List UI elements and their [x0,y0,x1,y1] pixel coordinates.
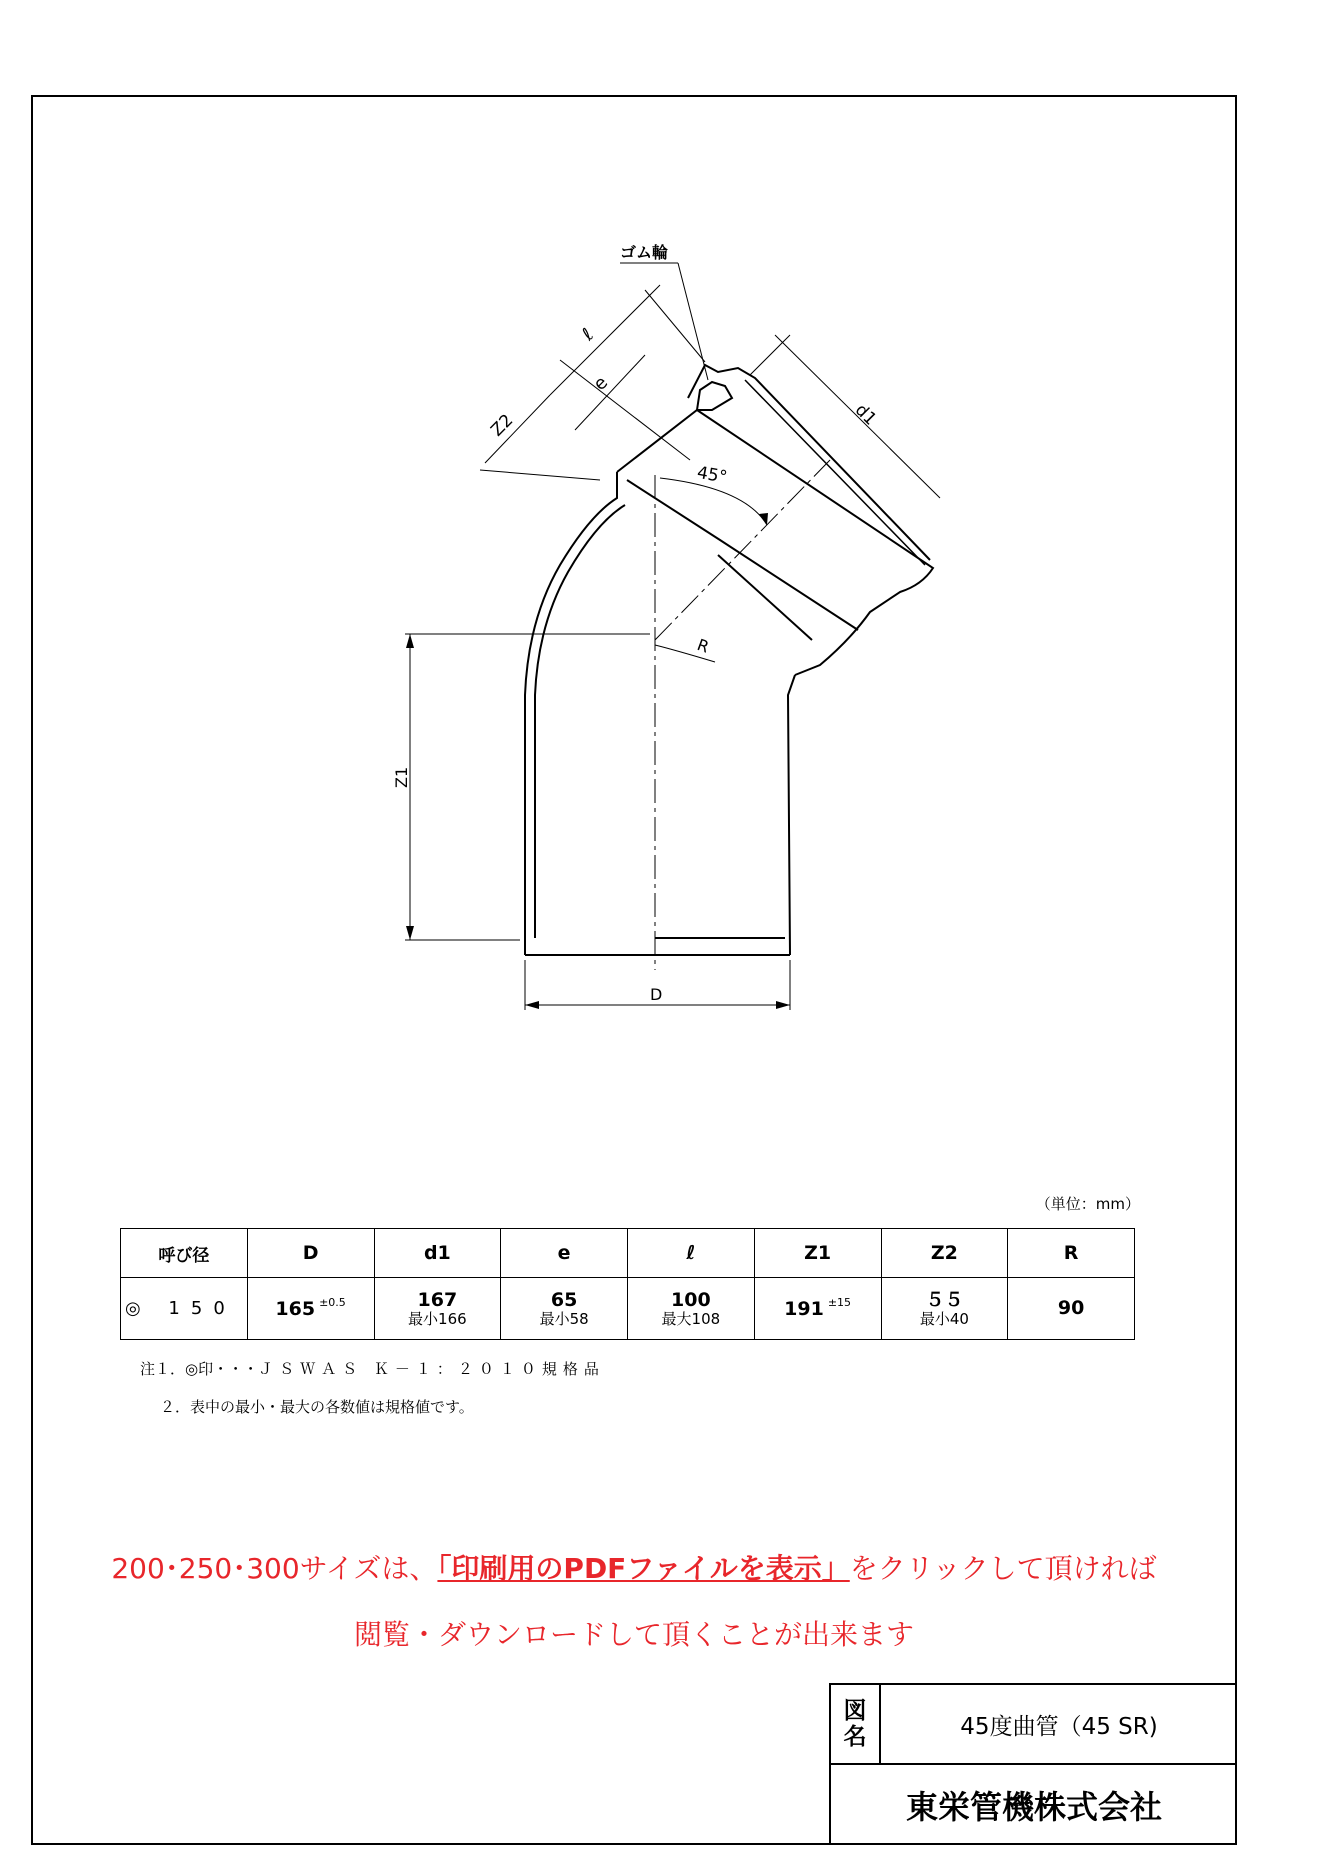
header-d1: d1 [374,1229,501,1278]
d-arrow-right [776,1001,790,1009]
header-nominal: 呼び径 [121,1229,248,1278]
pdf-notice-line-1 [31,1547,1237,1587]
notice-suffix: をクリックして頂ければ [849,1552,1157,1585]
cell-e-value: 65 [550,1288,578,1311]
note-1 [140,1358,605,1379]
drawing-name-label: 図名 [831,1685,881,1765]
cell-d [247,1278,374,1340]
gasket-housing [688,365,930,560]
cell-z1-tolerance: ±15 [827,1296,852,1310]
cell-z2 [881,1278,1008,1340]
header-d: D [247,1229,374,1278]
centerline-angled [655,460,830,640]
gasket-leader-diag [678,263,708,380]
cell-z1 [754,1278,881,1340]
cell-e [501,1278,628,1340]
e-ext [560,360,690,460]
cell-z2-min: 最小40 [919,1309,969,1328]
header-e: e [501,1229,628,1278]
cell-e-min: 最小58 [539,1309,589,1328]
title-block [829,1683,1237,1845]
header-z2: Z2 [881,1229,1008,1278]
unit-note: （単位：mm） [1035,1195,1140,1213]
note-1-prefix: 注１．◎印・・・ [140,1360,259,1378]
z1-arrow-top [406,634,414,648]
cell-l [628,1278,755,1340]
note-2: ２．表中の最小・最大の各数値は規格値です。 [160,1398,474,1416]
header-r: R [1008,1229,1135,1278]
socket-spigot-lower [718,555,812,640]
pdf-notice-line-2: 閲覧・ダウンロードして頂くことが出来ます [353,1618,914,1651]
header-l: ℓ [628,1229,755,1278]
gasket-inner [697,382,732,410]
cell-z2-value: ５５ [925,1288,964,1311]
z2-ext-1 [480,470,600,480]
d-arrow-left [525,1001,539,1009]
cell-z1-value: 191 [784,1298,824,1321]
cell-d-tolerance: ±0.5 [319,1296,346,1310]
pipe-outline-right [788,675,795,955]
cell-d1-min: 最小166 [408,1309,467,1328]
pipe-spigot-line [745,380,925,565]
l-ext [645,290,705,362]
e-label: e [589,372,613,395]
pipe-outline-left [525,472,617,955]
z2-label: Z2 [487,410,518,441]
angle-label: 45° [695,462,729,488]
note-1-standard: ＪＳＷＡＳ Ｋ－１：２０１０規格品 [258,1360,605,1378]
socket-outer [617,410,933,675]
cell-d1-value: 167 [417,1288,458,1311]
l-dim-line [550,285,660,395]
header-z1: Z1 [754,1229,881,1278]
notice-prefix: 200･250･300サイズは、 [111,1552,438,1585]
table-row [121,1278,1135,1340]
cell-d-value: 165 [275,1298,316,1321]
cell-nominal: ◎ 150 [121,1278,248,1340]
r-label: R [694,635,712,657]
cell-r: 90 [1008,1278,1135,1340]
company-name: 東栄管機株式会社 [905,1788,1162,1826]
socket-inner-band [627,480,858,630]
print-pdf-link[interactable]: 「印刷用のPDFファイルを表示」 [437,1552,850,1585]
angle-arrow [759,513,768,525]
cell-d1 [374,1278,501,1340]
table-header-row [121,1229,1135,1278]
cell-l-value: 100 [671,1288,711,1311]
gasket-label: ゴム輪 [620,243,669,262]
drawing-name: 45度曲管（45 SR) [881,1685,1237,1765]
z1-arrow-bottom [406,926,414,940]
e-dim-line [575,355,645,430]
d1-ext [750,335,790,375]
d-label: D [650,985,663,1004]
l-label: ℓ [577,324,599,345]
pipe-inner-left [535,505,625,938]
cell-l-max: 最大108 [661,1309,721,1328]
z1-label: Z1 [392,766,411,788]
spec-table [120,1228,1135,1340]
d1-label: d1 [850,400,881,430]
